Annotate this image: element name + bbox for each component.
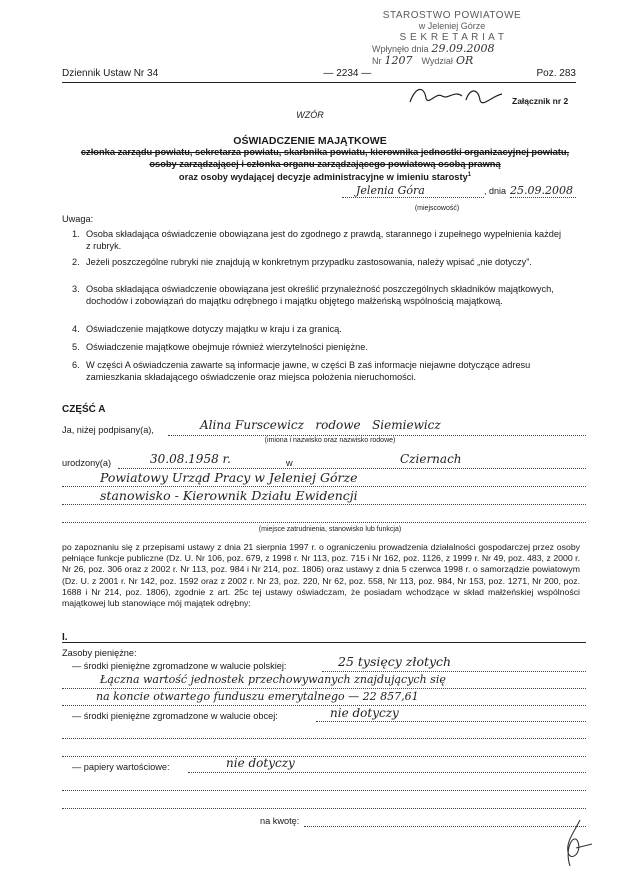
section-1-roman: I. bbox=[62, 632, 68, 643]
name-line bbox=[168, 435, 586, 436]
pln-line bbox=[322, 671, 586, 672]
foreign-label: — środki pieniężne zgromadzone w walucie obcej: bbox=[72, 711, 278, 721]
place-value: Jelenia Góra bbox=[342, 184, 484, 198]
name-value: Alina Furscewicz rodowe Siemiewicz bbox=[200, 418, 441, 432]
stamp-place: w Jeleniej Górze bbox=[418, 21, 486, 31]
pln-label: — środki pieniężne zgromadzone w walucie polskiej: bbox=[72, 661, 287, 671]
extra-line bbox=[62, 522, 586, 523]
employer-caption: (miejsce zatrudnienia, stanowisko lub funkcja) bbox=[258, 526, 402, 533]
form-title: OŚWIADCZENIE MAJĄTKOWE bbox=[233, 135, 387, 147]
note-text-1: Osoba składająca oświadczenie obowiązana jest do zgodnego z prawdą, starannego i zupełnego wypełnienia każdej z rubryk. bbox=[86, 229, 562, 251]
stamp-org: STAROSTWO POWIATOWE bbox=[382, 10, 522, 21]
stamp-dept-label: Wydział bbox=[421, 56, 453, 66]
pln-line-3 bbox=[62, 705, 586, 706]
subtitle-footnote: 1 bbox=[467, 172, 472, 178]
part-a-heading: CZĘŚĆ A bbox=[62, 404, 106, 415]
born-line bbox=[118, 468, 586, 469]
place-date-row bbox=[342, 184, 576, 198]
employer-line bbox=[62, 486, 586, 487]
attachment-label: Załącznik nr 2 bbox=[512, 96, 569, 106]
securities-label: — papiery wartościowe: bbox=[72, 762, 170, 772]
stamp-no-value: 1207 bbox=[384, 54, 413, 67]
note-text-6: W części A oświadczenia zawarte są informacje jawne, w części B zaś informacje niejawne dotyczące adresu zamieszkania składającego oświadczenie oraz miejsca położenia nieruchomości. bbox=[86, 360, 531, 382]
foreign-line-2 bbox=[62, 738, 586, 739]
note-item-5: 5. Oświadczenie majątkowe obejmuje również wierzytelności pieniężne. bbox=[72, 342, 368, 352]
date-value: 25.09.2008 bbox=[510, 184, 576, 198]
stamp-dept-value: OR bbox=[455, 54, 474, 67]
position-line bbox=[62, 504, 586, 505]
page-number: — 2234 — bbox=[323, 68, 372, 79]
stamp-received-value: 29.09.2008 bbox=[431, 42, 495, 55]
stamp-no-label: Nr bbox=[372, 56, 382, 66]
position-number: Poz. 283 bbox=[536, 68, 576, 79]
margin-initial-mark bbox=[556, 818, 596, 872]
foreign-line bbox=[316, 721, 586, 722]
stamp-received-label: Wpłynęło dnia bbox=[372, 44, 429, 54]
name-caption: (imiona i nazwisko oraz nazwisko rodowe) bbox=[264, 437, 396, 444]
position-value: stanowisko - Kierownik Działu Ewidencji bbox=[100, 488, 358, 503]
note-text-5: Oświadczenie majątkowe obejmuje również wierzytelności pieniężne. bbox=[86, 342, 368, 352]
office-stamp bbox=[372, 10, 532, 67]
note-item-2: 2. Jeżeli poszczególne rubryki nie znajdują w konkretnym przypadku zastosowania, należy wpisać „nie dotyczy”. bbox=[72, 257, 532, 267]
employer-value: Powiatowy Urząd Pracy w Jeleniej Górze bbox=[100, 470, 358, 485]
section-1-rule bbox=[62, 642, 586, 643]
note-text-4: Oświadczenie majątkowe dotyczy majątku w kraju i za granicą. bbox=[86, 324, 342, 334]
note-item-6: 6. W części A oświadczenia zawarte są informacje jawne, w części B zaś informacje niejawne dotyczące adresu zamieszkania składającego oświadczenie oraz miejsca położenia nieruchomości. bbox=[72, 360, 566, 383]
subtitle-struck: członka zarządu powiatu, sekretarza powiatu, skarbnika powiatu, kierownika jednostki organizacyjnej powiatu, osoby zarządzającej i członka organu zarządzającego powiatową osobą prawną bbox=[80, 147, 570, 169]
born-label: urodzony(a) bbox=[62, 458, 112, 468]
cash-heading: Zasoby pieniężne: bbox=[62, 648, 137, 658]
securities-line-3 bbox=[62, 808, 586, 809]
note-item-3: 3. Osoba składająca oświadczenie obowiązana jest określić przynależność poszczególnych składników majątkowych, dochodów i zobowiązań do majątku odrębnego i majątku objętego małżeńską wspólnością majątkową. bbox=[72, 284, 566, 307]
place-caption: (miejscowość) bbox=[414, 205, 460, 212]
form-subtitle bbox=[80, 147, 570, 184]
foreign-line-3 bbox=[62, 756, 586, 757]
pln-value-2: Łączna wartość jednostek przechowywanych znajdujących się bbox=[100, 673, 446, 686]
foreign-value: nie dotyczy bbox=[330, 706, 399, 720]
signature-mark bbox=[406, 82, 506, 110]
securities-line bbox=[188, 772, 586, 773]
page-header bbox=[62, 68, 576, 79]
amount-label: na kwotę: bbox=[260, 816, 300, 826]
dnia-label: , dnia bbox=[484, 186, 507, 196]
notes-heading: Uwaga: bbox=[62, 214, 94, 224]
pln-value-3: na koncie otwartego funduszu emerytalnego — 22 857,61 bbox=[96, 690, 419, 703]
note-text-3: Osoba składająca oświadczenie obowiązana jest określić przynależność poszczególnych składników majątkowych, dochodów i zobowiązań do majątku odrębnego i majątku objętego małżeńską wspólnością majątkową. bbox=[86, 284, 554, 306]
born-date: 30.08.1958 r. bbox=[150, 452, 231, 466]
legal-text: po zapoznaniu się z przepisami ustawy z dnia 21 sierpnia 1997 r. o ograniczeniu prowadzenia działalności gospodarczej przez osoby pełniące funkcje publiczne (Dz. U. Nr 106, poz. 679, z 1998 r. Nr 113, poz. 715 i Nr 162, poz. 1126, z 1999 r. Nr 49, poz. 483, z 2000 r. Nr 26, poz. 306 oraz z 2002 r. Nr 113, poz. 984 i Nr 214, poz. 1806) oraz ustawy z dnia 5 czerwca 1998 r. o samorządzie powiatowym (Dz. U. z 2001 r. Nr 142, poz. 1592 oraz z 2002 r. Nr 23, poz. 220, Nr 62, poz. 558, Nr 113, poz. 984, Nr 153, poz. 1271, Nr 200, poz. 1688 i Nr 214, poz. 1806), zgodnie z art. 25c tej ustawy oświadczam, że posiadam wchodzące w skład małżeńskiej wspólności majątkowej lub stanowiące mój majątek odrębny: bbox=[62, 542, 580, 609]
note-item-1: 1. Osoba składająca oświadczenie obowiązana jest do zgodnego z prawdą, starannego i zupełnego wypełnienia każdej z rubryk. bbox=[72, 229, 566, 252]
born-place: Cziernach bbox=[400, 452, 462, 466]
note-item-4: 4. Oświadczenie majątkowe dotyczy majątku w kraju i za granicą. bbox=[72, 324, 342, 334]
amount-line bbox=[304, 826, 586, 827]
journal-title: Dziennik Ustaw Nr 34 bbox=[62, 68, 159, 79]
born-w: w bbox=[286, 458, 293, 468]
subtitle-kept: oraz osoby wydającej decyzje administracyjne w imieniu starosty bbox=[178, 172, 468, 183]
pln-line-2 bbox=[62, 688, 586, 689]
form-template-label: WZÓR bbox=[296, 110, 324, 120]
note-text-2: Jeżeli poszczególne rubryki nie znajdują w konkretnym przypadku zastosowania, należy wpisać „nie dotyczy”. bbox=[86, 257, 532, 267]
ja-label: Ja, niżej podpisany(a), bbox=[62, 425, 154, 435]
securities-line-2 bbox=[62, 790, 586, 791]
securities-value: nie dotyczy bbox=[226, 756, 295, 770]
pln-value: 25 tysięcy złotych bbox=[338, 654, 452, 669]
stamp-office: S E K R E T A R I A T bbox=[399, 32, 505, 43]
